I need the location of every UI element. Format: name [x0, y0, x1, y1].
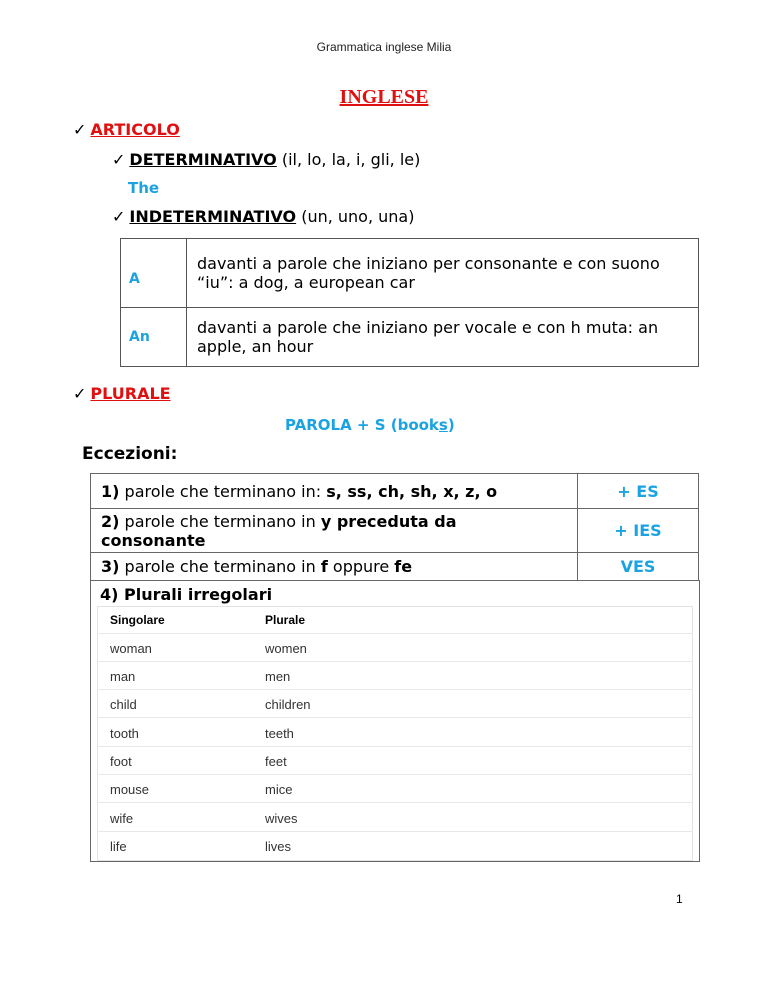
rule-bold: y preceduta da consonante	[101, 511, 457, 550]
table-row	[97, 634, 693, 662]
table-row	[97, 747, 693, 775]
determinativo-line	[112, 150, 420, 169]
table-row	[97, 719, 693, 747]
section-plurale-label: PLURALE	[90, 384, 171, 403]
indeterminativo-line	[112, 207, 414, 226]
table-row	[121, 308, 699, 367]
article-key: A	[121, 239, 187, 308]
table-row	[97, 832, 693, 860]
section-articolo-label: ARTICOLO	[90, 120, 180, 139]
plural-cell: feet	[265, 754, 287, 769]
rule-bold: f	[320, 557, 328, 576]
plural-cell: wives	[265, 811, 298, 826]
section-articolo	[73, 120, 180, 139]
irregolari-label: 4) Plurali irregolari	[100, 585, 273, 604]
singular-cell: man	[110, 669, 136, 684]
rule-desc	[91, 474, 578, 509]
plural-rule-prefix: PAROLA + S (book	[285, 416, 439, 434]
rule-desc	[91, 509, 578, 553]
article-desc: davanti a parole che iniziano per vocale e con h muta: an apple, an hour	[187, 308, 699, 367]
singular-cell: foot	[110, 754, 132, 769]
table-row	[97, 690, 693, 718]
table-row	[91, 553, 699, 581]
table-row	[91, 509, 699, 553]
rule-text: parole che terminano in	[119, 511, 321, 531]
plural-cell: children	[265, 697, 311, 712]
rule-suffix: + ES	[578, 474, 699, 509]
singular-cell: tooth	[110, 726, 139, 741]
plural-cell: women	[265, 641, 307, 656]
plural-rules-table	[90, 473, 699, 581]
plural-rule	[285, 416, 455, 434]
table-row	[97, 662, 693, 690]
page-number: 1	[676, 892, 683, 906]
col-plurale: Plurale	[265, 613, 306, 627]
eccezioni-label: Eccezioni:	[82, 444, 178, 464]
rule-bold: s, ss, ch, sh, x, z, o	[326, 481, 498, 501]
irregolari-header-row	[97, 606, 693, 634]
check-icon: ✓	[112, 207, 126, 226]
article-key: An	[121, 308, 187, 367]
rule-suffix: VES	[578, 553, 699, 581]
rule-suffix: + IES	[578, 509, 699, 553]
rule-num: 1)	[101, 481, 120, 501]
indeterminativo-desc: (un, uno, una)	[296, 207, 415, 226]
singular-cell: child	[110, 697, 137, 712]
check-icon: ✓	[73, 384, 87, 403]
indeterminativo-label: INDETERMINATIVO	[129, 207, 297, 226]
singular-cell: wife	[110, 811, 134, 826]
rule-desc	[91, 553, 578, 581]
article-desc: davanti a parole che iniziano per consonante e con suono “iu”: a dog, a european car	[187, 239, 699, 308]
table-row	[121, 239, 699, 308]
plural-rule-underlined: s	[438, 416, 448, 434]
plural-rule-suffix: )	[447, 416, 455, 434]
check-icon: ✓	[73, 120, 87, 139]
plural-cell: mice	[265, 782, 293, 797]
singular-cell: life	[110, 839, 127, 854]
indeterminativo-table	[120, 238, 699, 367]
determinativo-example: The	[128, 179, 160, 197]
section-plurale	[73, 384, 171, 403]
page-title: INGLESE	[339, 86, 429, 108]
singular-cell: mouse	[110, 782, 150, 797]
plural-cell: lives	[265, 839, 292, 854]
check-icon: ✓	[112, 150, 126, 169]
singular-cell: woman	[110, 641, 152, 656]
plural-cell: teeth	[265, 726, 294, 741]
table-row	[91, 474, 699, 509]
determinativo-label: DETERMINATIVO	[129, 150, 277, 169]
plural-cell: men	[265, 669, 291, 684]
table-row	[97, 775, 693, 803]
table-row	[97, 804, 693, 832]
rule-text: parole che terminano in	[119, 557, 321, 576]
rule-bold: fe	[394, 557, 413, 576]
page-header: Grammatica inglese Milia	[316, 40, 452, 54]
determinativo-desc: (il, lo, la, i, gli, le)	[276, 150, 421, 169]
rule-num: 2)	[101, 511, 120, 531]
rule-num: 3)	[101, 557, 120, 576]
rule-text: oppure	[327, 557, 395, 576]
rule-text: parole che terminano in:	[119, 481, 327, 501]
col-singolare: Singolare	[110, 613, 165, 627]
